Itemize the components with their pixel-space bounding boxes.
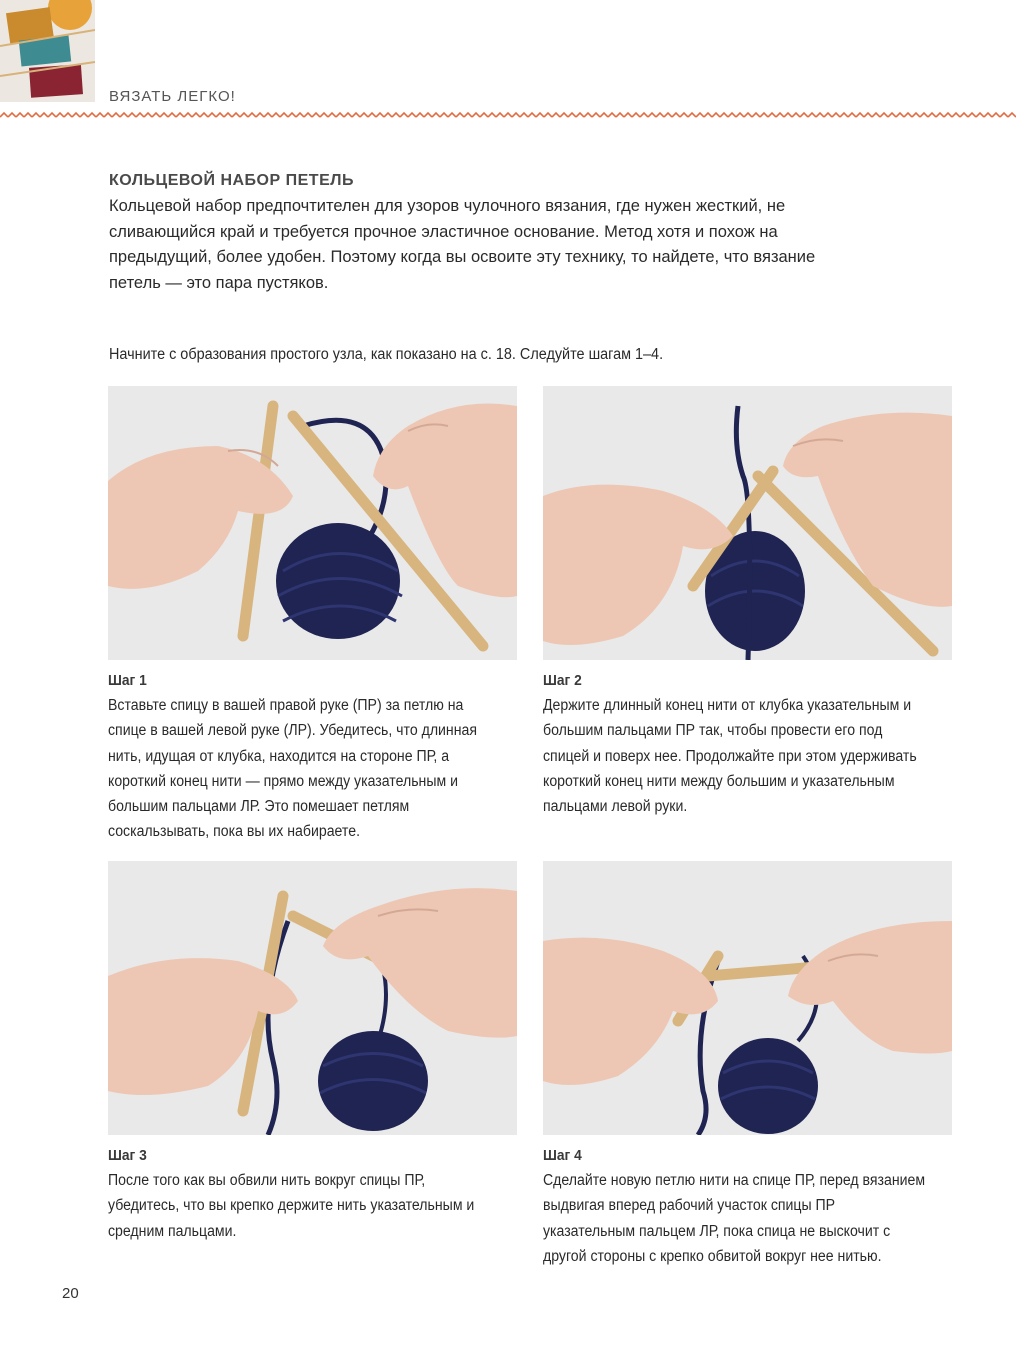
knitting-swatches-thumbnail	[0, 0, 95, 102]
step-4-text: Сделайте новую петлю нити на спице ПР, перед вязанием выдвигая вперед рабочий участок спицы ПР указательным пальцем ЛР, пока спица не выскочит с другой стороны с крепко обвитой вокруг нее нитью.	[543, 1172, 926, 1265]
page-number: 20	[62, 1285, 79, 1302]
step-4-title: Шаг 4	[543, 1147, 582, 1164]
step-3-photo	[108, 861, 517, 1135]
step-2-photo	[543, 386, 952, 660]
step-2-title: Шаг 2	[543, 672, 582, 689]
header-zigzag-rule	[0, 112, 1016, 118]
header-title: ВЯЗАТЬ ЛЕГКО!	[109, 88, 236, 105]
step-1-title: Шаг 1	[108, 672, 147, 689]
step-1-photo	[108, 386, 517, 660]
step-3-title: Шаг 3	[108, 1147, 147, 1164]
step-4-photo	[543, 861, 952, 1135]
step-3-text: После того как вы обвили нить вокруг спицы ПР, убедитесь, что вы крепко держите нить указательным и средним пальцами.	[108, 1172, 475, 1240]
section-title: КОЛЬЦЕВОЙ НАБОР ПЕТЕЛЬ	[109, 172, 354, 189]
instruction-line: Начните с образования простого узла, как показано на с. 18. Следуйте шагам 1–4.	[109, 346, 664, 363]
step-1-text: Вставьте спицу в вашей правой руке (ПР) за петлю на спице в вашей левой руке (ЛР). Убедитесь, что длинная нить, идущая от клубка, находится на стороне ПР, а короткий конец нити — прямо между указательным и большим пальцами ЛР. Это помешает петлям соскальзывать, пока вы их набираете.	[108, 697, 478, 841]
intro-paragraph: Кольцевой набор предпочтителен для узоров чулочного вязания, где нужен жесткий, не сливающийся край и требуется прочное эластичное основание. Метод хотя и похож на предыдущий, более удобен. Поэтому когда вы освоите эту технику, то найдете, что вязание петель — это пара пустяков.	[109, 197, 816, 292]
step-2-text: Держите длинный конец нити от клубка указательным и большим пальцами ПР так, чтобы провести его под спицей и поверх нее. Продолжайте при этом удерживать короткий конец нити между большим и указательным пальцами левой руки.	[543, 697, 917, 816]
